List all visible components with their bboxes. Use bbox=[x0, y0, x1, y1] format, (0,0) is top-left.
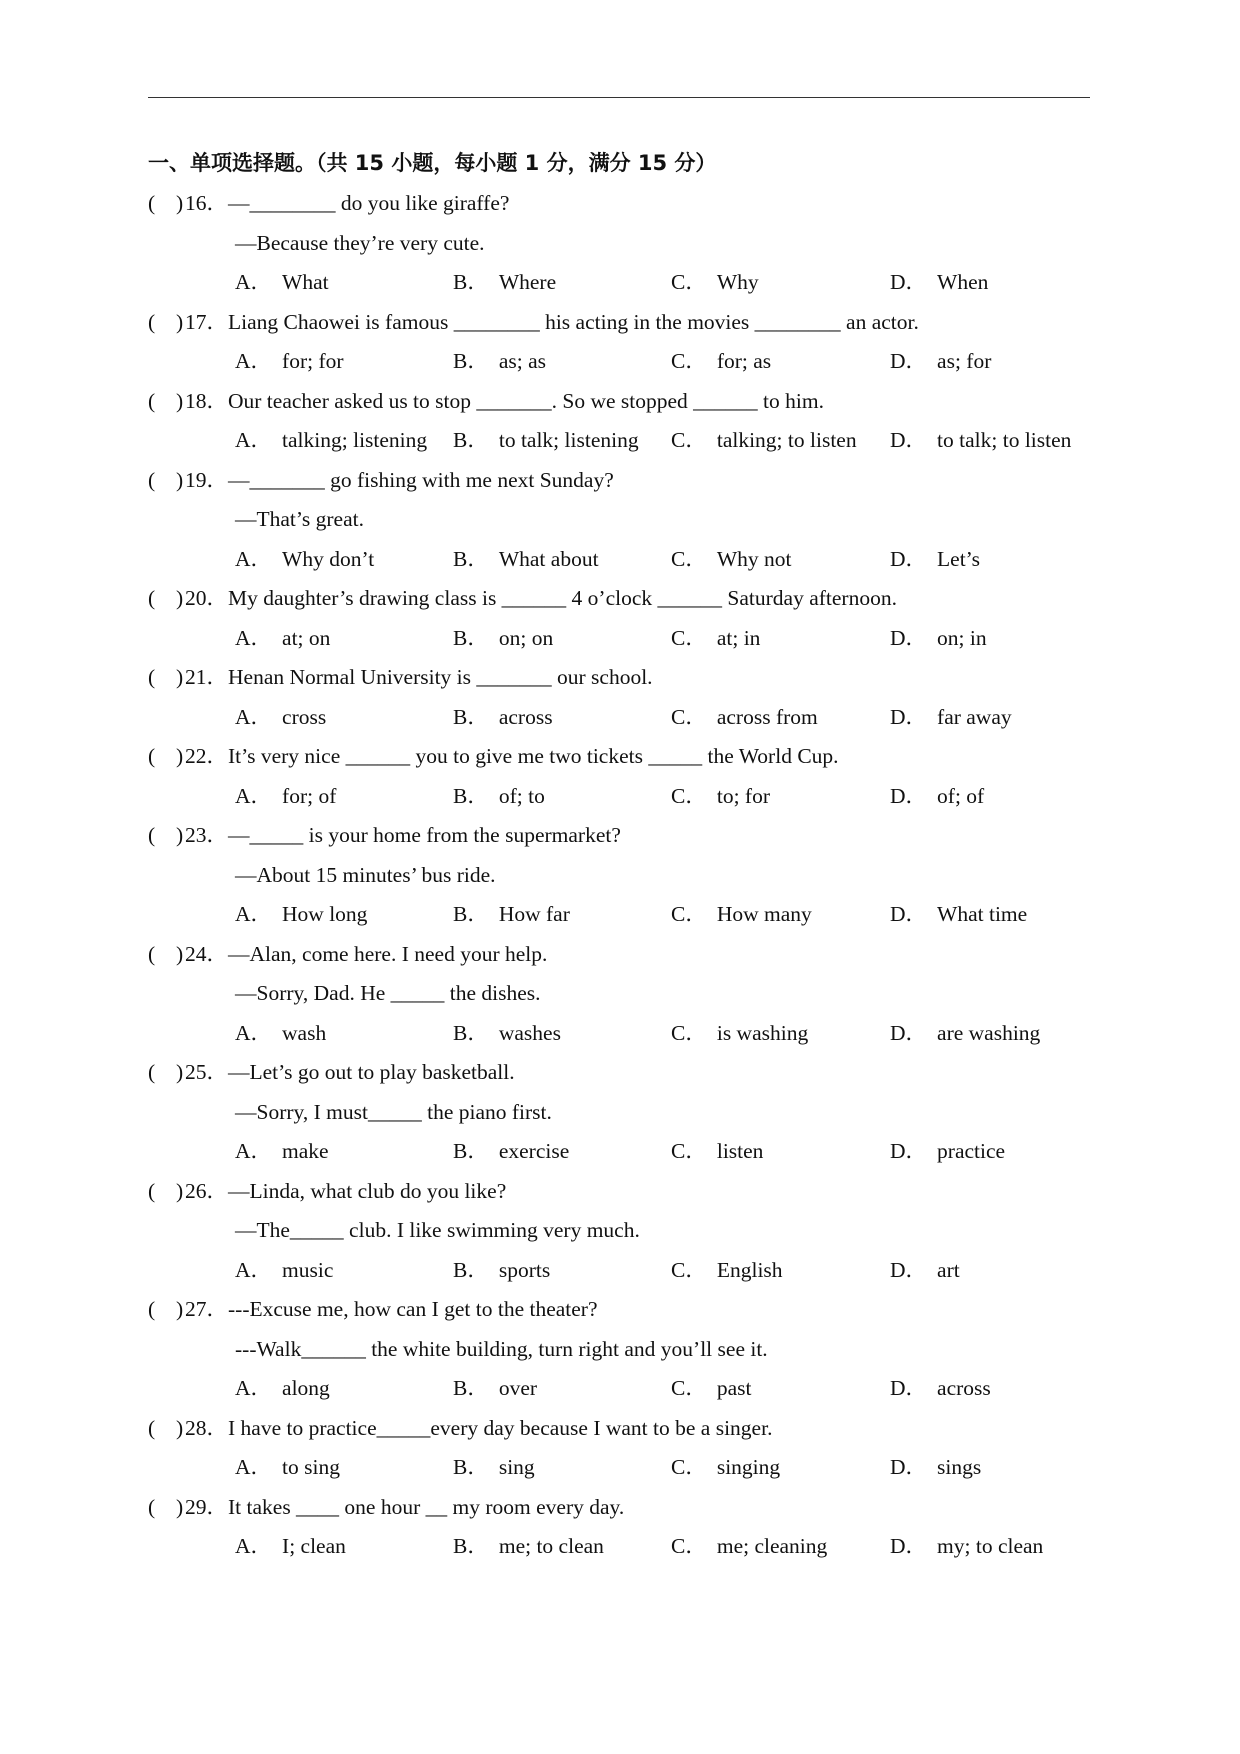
option-text: make bbox=[282, 1139, 329, 1163]
option-letter: D． bbox=[890, 1455, 928, 1479]
option-letter: C． bbox=[671, 783, 707, 808]
option-letter: A． bbox=[235, 625, 273, 650]
dialogue-response: —The_____ club. I like swimming very much. bbox=[235, 1218, 640, 1242]
option-d bbox=[890, 1452, 981, 1482]
option-text: across from bbox=[716, 704, 818, 729]
option-a bbox=[235, 346, 344, 376]
question-stem: —________ do you like giraffe? bbox=[228, 191, 510, 215]
question-stem-line bbox=[148, 662, 1108, 702]
dialogue-response: —Sorry, I must_____ the piano first. bbox=[235, 1099, 552, 1124]
option-c bbox=[671, 1452, 780, 1482]
options-line bbox=[148, 1255, 1108, 1295]
option-text: music bbox=[282, 1257, 334, 1282]
option-letter: D． bbox=[890, 1376, 928, 1400]
option-text: English bbox=[716, 1257, 783, 1282]
option-d bbox=[890, 267, 988, 297]
option-text: Why not bbox=[716, 546, 792, 571]
option-b bbox=[453, 267, 556, 297]
question-stem-line bbox=[148, 741, 1108, 781]
answer-options bbox=[235, 544, 1135, 574]
option-letter: B． bbox=[453, 428, 489, 452]
answer-paren-close: ) bbox=[176, 191, 184, 215]
answer-paren-open: ( bbox=[148, 941, 156, 966]
option-letter: D． bbox=[890, 704, 928, 729]
question-number: 29． bbox=[185, 1494, 229, 1519]
option-text: of; to bbox=[498, 783, 545, 808]
option-b bbox=[453, 623, 553, 653]
option-letter: D． bbox=[890, 1534, 928, 1558]
question-number: 17． bbox=[185, 309, 229, 334]
question-stem-line bbox=[148, 939, 1108, 979]
option-c bbox=[671, 702, 818, 732]
option-a bbox=[235, 1136, 329, 1166]
option-text: over bbox=[498, 1376, 538, 1400]
question-number: 16． bbox=[185, 191, 229, 215]
options-line bbox=[148, 346, 1108, 386]
question-stem-line bbox=[148, 465, 1108, 505]
answer-options bbox=[235, 346, 1135, 376]
question-stem-line bbox=[148, 583, 1108, 623]
question-stem: My daughter’s drawing class is ______ 4 o’clock ______ Saturday afternoon. bbox=[228, 586, 897, 610]
answer-options bbox=[235, 1136, 1135, 1166]
answer-options bbox=[235, 267, 1135, 297]
question-sub-line bbox=[148, 504, 1108, 544]
option-a bbox=[235, 544, 374, 574]
option-text: to talk; listening bbox=[498, 428, 639, 452]
answer-paren-open: ( bbox=[148, 586, 156, 610]
option-a bbox=[235, 425, 427, 455]
option-text: me; cleaning bbox=[716, 1534, 828, 1558]
option-letter: D． bbox=[890, 783, 928, 808]
option-b bbox=[453, 346, 546, 376]
question-stem: I have to practice_____every day because I want to be a singer. bbox=[228, 1415, 773, 1440]
option-letter: B． bbox=[453, 1455, 489, 1479]
option-letter: C． bbox=[671, 1020, 707, 1045]
option-letter: B． bbox=[453, 1020, 489, 1045]
option-letter: C． bbox=[671, 270, 707, 294]
option-text: of; of bbox=[937, 783, 985, 808]
option-text: on; in bbox=[937, 625, 987, 650]
question-stem-line bbox=[148, 1492, 1108, 1532]
answer-options bbox=[235, 702, 1135, 732]
question-number: 23． bbox=[185, 823, 229, 847]
option-a bbox=[235, 267, 329, 297]
option-text: cross bbox=[282, 704, 327, 729]
option-text: talking; listening bbox=[282, 428, 428, 452]
option-letter: B． bbox=[453, 270, 489, 294]
option-a bbox=[235, 1255, 333, 1285]
answer-paren-close: ) bbox=[176, 586, 184, 610]
option-b bbox=[453, 1531, 604, 1561]
option-letter: B． bbox=[453, 1257, 489, 1282]
option-text: listen bbox=[716, 1139, 764, 1163]
option-c bbox=[671, 1531, 827, 1561]
option-letter: A． bbox=[235, 270, 273, 294]
option-letter: C． bbox=[671, 704, 707, 729]
option-a bbox=[235, 781, 336, 811]
option-letter: C． bbox=[671, 1139, 707, 1163]
option-text: wash bbox=[282, 1020, 327, 1045]
question-stem: ---Excuse me, how can I get to the theater? bbox=[228, 1297, 598, 1321]
question-stem-line bbox=[148, 188, 1108, 228]
option-d bbox=[890, 1136, 1005, 1166]
question-stem-line bbox=[148, 307, 1108, 347]
question-stem-line bbox=[148, 1057, 1108, 1097]
question-number: 26． bbox=[185, 1178, 229, 1203]
option-d bbox=[890, 425, 1071, 455]
question-stem-line bbox=[148, 1176, 1108, 1216]
option-letter: D． bbox=[890, 546, 928, 571]
answer-paren-open: ( bbox=[148, 823, 156, 847]
question-stem-line bbox=[148, 1294, 1108, 1334]
option-text: I; clean bbox=[282, 1534, 346, 1558]
option-d bbox=[890, 1373, 991, 1403]
option-text: practice bbox=[937, 1139, 1006, 1163]
option-text: talking; to listen bbox=[716, 428, 857, 452]
option-text: Why don’t bbox=[282, 546, 375, 571]
options-line bbox=[148, 702, 1108, 742]
question-number: 24． bbox=[185, 941, 229, 966]
option-d bbox=[890, 1018, 1040, 1048]
option-text: my; to clean bbox=[937, 1534, 1044, 1558]
option-c bbox=[671, 623, 760, 653]
question-sub-line bbox=[148, 1334, 1108, 1374]
answer-paren-open: ( bbox=[148, 665, 156, 689]
option-d bbox=[890, 1531, 1043, 1561]
answer-options bbox=[235, 1018, 1135, 1048]
answer-options bbox=[235, 899, 1135, 929]
option-letter: C． bbox=[671, 1257, 707, 1282]
option-letter: A． bbox=[235, 1376, 273, 1400]
option-text: When bbox=[937, 270, 989, 294]
option-text: along bbox=[282, 1376, 330, 1400]
answer-paren-close: ) bbox=[176, 1060, 184, 1084]
option-b bbox=[453, 425, 639, 455]
option-letter: C． bbox=[671, 625, 707, 650]
dialogue-response: —That’s great. bbox=[235, 507, 364, 531]
answer-paren-open: ( bbox=[148, 191, 156, 215]
option-letter: A． bbox=[235, 428, 273, 452]
answer-options bbox=[235, 1452, 1135, 1482]
answer-paren-close: ) bbox=[176, 1178, 184, 1203]
option-text: for; of bbox=[282, 783, 337, 808]
option-c bbox=[671, 1373, 751, 1403]
option-letter: D． bbox=[890, 902, 928, 926]
question-stem: It takes ____ one hour __ my room every day. bbox=[228, 1494, 625, 1519]
question-sub-line bbox=[148, 860, 1108, 900]
option-text: to; for bbox=[716, 783, 770, 808]
option-letter: C． bbox=[671, 902, 707, 926]
option-letter: C． bbox=[671, 428, 707, 452]
options-line bbox=[148, 1373, 1108, 1413]
option-text: past bbox=[716, 1376, 752, 1400]
answer-paren-close: ) bbox=[176, 1297, 184, 1321]
option-letter: D． bbox=[890, 349, 928, 373]
option-text: as; as bbox=[498, 349, 547, 373]
option-text: at; on bbox=[282, 625, 331, 650]
answer-paren-open: ( bbox=[148, 1297, 156, 1321]
option-a bbox=[235, 1531, 346, 1561]
question-number: 21． bbox=[185, 665, 229, 689]
option-b bbox=[453, 899, 570, 929]
option-letter: C． bbox=[671, 1455, 707, 1479]
question-number: 19． bbox=[185, 467, 229, 492]
answer-paren-open: ( bbox=[148, 1178, 156, 1203]
answer-paren-close: ) bbox=[176, 467, 184, 492]
options-line bbox=[148, 1531, 1108, 1571]
option-a bbox=[235, 702, 326, 732]
option-c bbox=[671, 781, 770, 811]
option-c bbox=[671, 899, 812, 929]
option-letter: A． bbox=[235, 349, 273, 373]
answer-paren-open: ( bbox=[148, 388, 156, 413]
option-letter: D． bbox=[890, 270, 928, 294]
option-text: sings bbox=[937, 1455, 982, 1479]
answer-paren-close: ) bbox=[176, 665, 184, 689]
options-line bbox=[148, 267, 1108, 307]
options-line bbox=[148, 425, 1108, 465]
option-letter: C． bbox=[671, 546, 707, 571]
option-text: are washing bbox=[937, 1020, 1041, 1045]
option-letter: A． bbox=[235, 1534, 273, 1558]
answer-paren-open: ( bbox=[148, 309, 156, 334]
option-d bbox=[890, 899, 1027, 929]
option-b bbox=[453, 702, 553, 732]
question-number: 25． bbox=[185, 1060, 229, 1084]
question-stem-line bbox=[148, 1413, 1108, 1453]
option-b bbox=[453, 781, 545, 811]
option-letter: B． bbox=[453, 704, 489, 729]
option-text: across bbox=[498, 704, 553, 729]
option-text: singing bbox=[716, 1455, 781, 1479]
option-d bbox=[890, 623, 987, 653]
dialogue-response: ---Walk______ the white building, turn right and you’ll see it. bbox=[235, 1336, 768, 1361]
answer-paren-close: ) bbox=[176, 941, 184, 966]
question-number: 27． bbox=[185, 1297, 229, 1321]
option-a bbox=[235, 623, 330, 653]
question-stem: —Alan, come here. I need your help. bbox=[228, 941, 548, 966]
question-number: 28． bbox=[185, 1415, 229, 1440]
option-text: Why bbox=[716, 270, 759, 294]
options-line bbox=[148, 623, 1108, 663]
question-stem: Henan Normal University is _______ our school. bbox=[228, 665, 653, 689]
option-text: is washing bbox=[716, 1020, 809, 1045]
question-list bbox=[148, 188, 1108, 1571]
option-letter: A． bbox=[235, 1020, 273, 1045]
option-text: for; as bbox=[716, 349, 772, 373]
answer-paren-open: ( bbox=[148, 1494, 156, 1519]
answer-options bbox=[235, 1255, 1135, 1285]
answer-options bbox=[235, 623, 1135, 653]
section-title: 一、单项选择题。（共 15 小题，每小题 1 分，满分 15 分） bbox=[148, 151, 717, 175]
options-line bbox=[148, 1018, 1108, 1058]
option-b bbox=[453, 1373, 537, 1403]
option-letter: D． bbox=[890, 1020, 928, 1045]
answer-options bbox=[235, 781, 1135, 811]
options-line bbox=[148, 1452, 1108, 1492]
option-letter: C． bbox=[671, 1376, 707, 1400]
option-c bbox=[671, 1136, 763, 1166]
option-letter: B． bbox=[453, 1139, 489, 1163]
question-sub-line bbox=[148, 1215, 1108, 1255]
options-line bbox=[148, 781, 1108, 821]
option-letter: A． bbox=[235, 704, 273, 729]
option-b bbox=[453, 1452, 535, 1482]
option-text: as; for bbox=[937, 349, 992, 373]
option-text: to talk; to listen bbox=[937, 428, 1072, 452]
question-sub-line bbox=[148, 1097, 1108, 1137]
option-text: art bbox=[937, 1257, 960, 1282]
option-text: to sing bbox=[282, 1455, 340, 1479]
option-a bbox=[235, 1018, 326, 1048]
option-text: me; to clean bbox=[498, 1534, 604, 1558]
question-stem: —Let’s go out to play basketball. bbox=[228, 1060, 515, 1084]
option-letter: D． bbox=[890, 428, 928, 452]
option-letter: B． bbox=[453, 625, 489, 650]
options-line bbox=[148, 1136, 1108, 1176]
question-number: 22． bbox=[185, 744, 229, 768]
option-letter: A． bbox=[235, 1257, 273, 1282]
option-b bbox=[453, 1018, 561, 1048]
option-letter: D． bbox=[890, 625, 928, 650]
options-line bbox=[148, 544, 1108, 584]
answer-paren-close: ) bbox=[176, 744, 184, 768]
answer-paren-close: ) bbox=[176, 388, 184, 413]
dialogue-response: —Sorry, Dad. He _____ the dishes. bbox=[235, 981, 541, 1005]
answer-options bbox=[235, 1531, 1135, 1561]
option-text: washes bbox=[498, 1020, 561, 1045]
answer-paren-close: ) bbox=[176, 1494, 184, 1519]
option-text: What about bbox=[498, 546, 599, 571]
option-c bbox=[671, 1018, 808, 1048]
question-stem-line bbox=[148, 820, 1108, 860]
option-text: for; for bbox=[282, 349, 344, 373]
option-c bbox=[671, 1255, 783, 1285]
answer-options bbox=[235, 1373, 1135, 1403]
question-stem: —_______ go fishing with me next Sunday? bbox=[228, 467, 614, 492]
option-letter: A． bbox=[235, 902, 273, 926]
answer-paren-open: ( bbox=[148, 744, 156, 768]
question-sub-line bbox=[148, 978, 1108, 1018]
option-b bbox=[453, 1255, 550, 1285]
option-b bbox=[453, 544, 599, 574]
option-text: far away bbox=[937, 704, 1012, 729]
option-d bbox=[890, 702, 1012, 732]
option-text: on; on bbox=[498, 625, 554, 650]
question-number: 18． bbox=[185, 388, 229, 413]
dialogue-response: —Because they’re very cute. bbox=[235, 230, 485, 255]
option-letter: B． bbox=[453, 349, 489, 373]
option-letter: B． bbox=[453, 546, 489, 571]
option-letter: A． bbox=[235, 1455, 273, 1479]
option-d bbox=[890, 781, 984, 811]
option-text: Let’s bbox=[937, 546, 981, 571]
option-text: How many bbox=[716, 902, 812, 926]
option-d bbox=[890, 346, 991, 376]
question-stem: Liang Chaowei is famous ________ his acting in the movies ________ an actor. bbox=[228, 309, 919, 334]
option-letter: D． bbox=[890, 1257, 928, 1282]
option-a bbox=[235, 899, 367, 929]
option-text: What bbox=[282, 270, 329, 294]
question-stem: —Linda, what club do you like? bbox=[228, 1178, 507, 1203]
option-text: Where bbox=[498, 270, 557, 294]
option-letter: A． bbox=[235, 1139, 273, 1163]
answer-paren-open: ( bbox=[148, 467, 156, 492]
answer-paren-open: ( bbox=[148, 1060, 156, 1084]
answer-paren-close: ) bbox=[176, 1415, 184, 1440]
option-letter: D． bbox=[890, 1139, 928, 1163]
option-letter: C． bbox=[671, 349, 707, 373]
option-text: across bbox=[937, 1376, 991, 1400]
option-letter: A． bbox=[235, 546, 273, 571]
option-letter: B． bbox=[453, 783, 489, 808]
question-stem-line bbox=[148, 386, 1108, 426]
option-text: exercise bbox=[498, 1139, 570, 1163]
option-d bbox=[890, 544, 980, 574]
option-letter: B． bbox=[453, 902, 489, 926]
option-text: sports bbox=[498, 1257, 551, 1282]
option-d bbox=[890, 1255, 960, 1285]
option-text: at; in bbox=[716, 625, 761, 650]
options-line bbox=[148, 899, 1108, 939]
question-stem: —_____ is your home from the supermarket? bbox=[228, 823, 621, 847]
answer-options bbox=[235, 425, 1135, 455]
question-stem: Our teacher asked us to stop _______. So we stopped ______ to him. bbox=[228, 388, 824, 413]
option-letter: B． bbox=[453, 1534, 489, 1558]
option-text: How long bbox=[282, 902, 368, 926]
option-b bbox=[453, 1136, 569, 1166]
option-text: sing bbox=[498, 1455, 535, 1479]
option-a bbox=[235, 1452, 340, 1482]
option-a bbox=[235, 1373, 330, 1403]
question-number: 20． bbox=[185, 586, 229, 610]
answer-paren-close: ) bbox=[176, 823, 184, 847]
option-letter: B． bbox=[453, 1376, 489, 1400]
answer-paren-close: ) bbox=[176, 309, 184, 334]
option-c bbox=[671, 346, 771, 376]
option-c bbox=[671, 267, 759, 297]
option-text: What time bbox=[937, 902, 1028, 926]
header-rule bbox=[148, 97, 1090, 98]
answer-paren-open: ( bbox=[148, 1415, 156, 1440]
option-text: How far bbox=[498, 902, 570, 926]
option-c bbox=[671, 544, 792, 574]
dialogue-response: —About 15 minutes’ bus ride. bbox=[235, 862, 496, 887]
option-letter: C． bbox=[671, 1534, 707, 1558]
option-c bbox=[671, 425, 857, 455]
option-letter: A． bbox=[235, 783, 273, 808]
question-stem: It’s very nice ______ you to give me two tickets _____ the World Cup. bbox=[228, 744, 839, 768]
question-sub-line bbox=[148, 228, 1108, 268]
